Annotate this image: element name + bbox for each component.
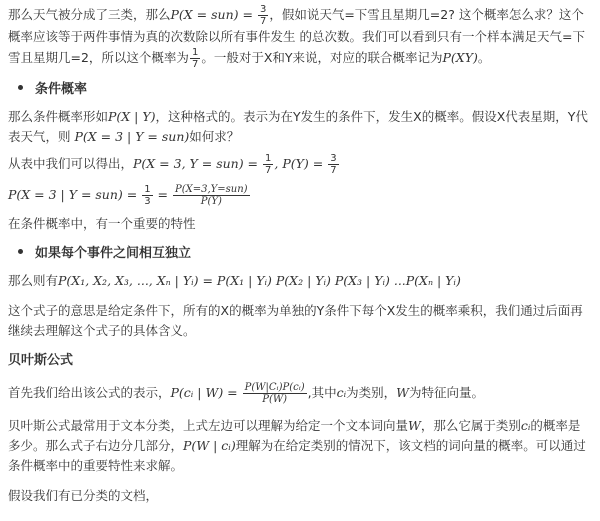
text: 那么天气被分成了三类，那么: [8, 7, 171, 22]
fraction: $\frac{1}{3}$: [144, 184, 151, 207]
paragraph-text-classification: 贝叶斯公式最常用于文本分类，上式左边可以理解为给定一个文本词向量W，那么它属于类别cᵢ的概率是多少。那么式子右边分几部分，P(W | cᵢ)理解为在给定类别的情况下，该文档的词向量的概率。可以通过条件概率中的重要特性来求解。: [8, 418, 586, 473]
text: ，假如说天气=下雪且星期几=2? 这个概率怎么求？这个概率应该等于两件事情为真的次数除以所有事件发生 的总次数。我们可以看到只有一个样本满足天气=下雪且星期几=2，所以这个概率为: [8, 7, 585, 65]
paragraph-from-table: 从表中我们可以得出，P(X = 3, Y = sun) = $\frac{1}{7}$ , P(Y) = $\frac{3}{7}$: [8, 153, 337, 176]
fraction: $\frac{\text{P(W|Cᵢ)P(cᵢ)}}{P(W)}$: [244, 382, 305, 405]
math: P(X = sun) =: [170, 7, 257, 22]
paragraph-conditional: 那么条件概率形如P(X | Y)，这种格式的。表示为在Y发生的条件下，发生X的概率。假设X代表星期，Y代表天气，则 P(X = 3 | Y = sun)如何求？: [8, 109, 588, 144]
paragraph-property: 在条件概率中，有一个重要的特性: [8, 216, 196, 231]
bullet-independent: 如果每个事件之间相互独立: [18, 242, 592, 261]
text: 。一般对于X和Y来说，对应的联合概率记为: [201, 50, 443, 65]
fraction: $\frac{1}{7}$: [265, 153, 272, 176]
bullet-conditional: 条件概率: [18, 78, 592, 97]
paragraph-bayes-formula: 首先我们给出该公式的表示，P(cᵢ | W) = $\frac{\text{P(W|Cᵢ)P(cᵢ)}}{P(W)}$ ,其中cᵢ为类别，W为特征向量。: [8, 382, 485, 405]
fraction: $\frac{\text{P(X=3,Y=sun)}}{P(Y)}$: [175, 184, 248, 207]
fraction: $\frac{1}{7}$: [191, 47, 199, 70]
paragraph-assume: 假设我们有已分类的文档，: [8, 488, 159, 503]
equation-conditional: P(X = 3 | Y = sun) = $\frac{1}{3}$ = $\frac{\text{P(X=3,Y=sun)}}{P(Y)}$: [8, 184, 248, 207]
fraction: $\frac{3}{7}$: [259, 4, 267, 27]
bullet-dot: [18, 85, 23, 90]
equation-independent: 那么则有P(X₁, X₂, X₃, ..., Xₙ | Yᵢ) = P(X₁ | Yᵢ) P(X₂ | Yᵢ) P(X₃ | Yᵢ) ...P(Xₙ | Yᵢ): [8, 273, 461, 288]
math: P(XY): [442, 50, 478, 65]
bullet-dot: [18, 249, 23, 254]
paragraph-meaning: 这个式子的意思是给定条件下，所有的X的概率为单独的Y条件下每个X发生的概率乘积，我们通过后面再继续去理解这个式子的具体含义。: [8, 303, 583, 338]
fraction: $\frac{3}{7}$: [330, 153, 337, 176]
section-heading-bayes: 贝叶斯公式: [8, 353, 74, 368]
paragraph-intro: [8, 4, 592, 70]
text: 。: [477, 50, 491, 65]
